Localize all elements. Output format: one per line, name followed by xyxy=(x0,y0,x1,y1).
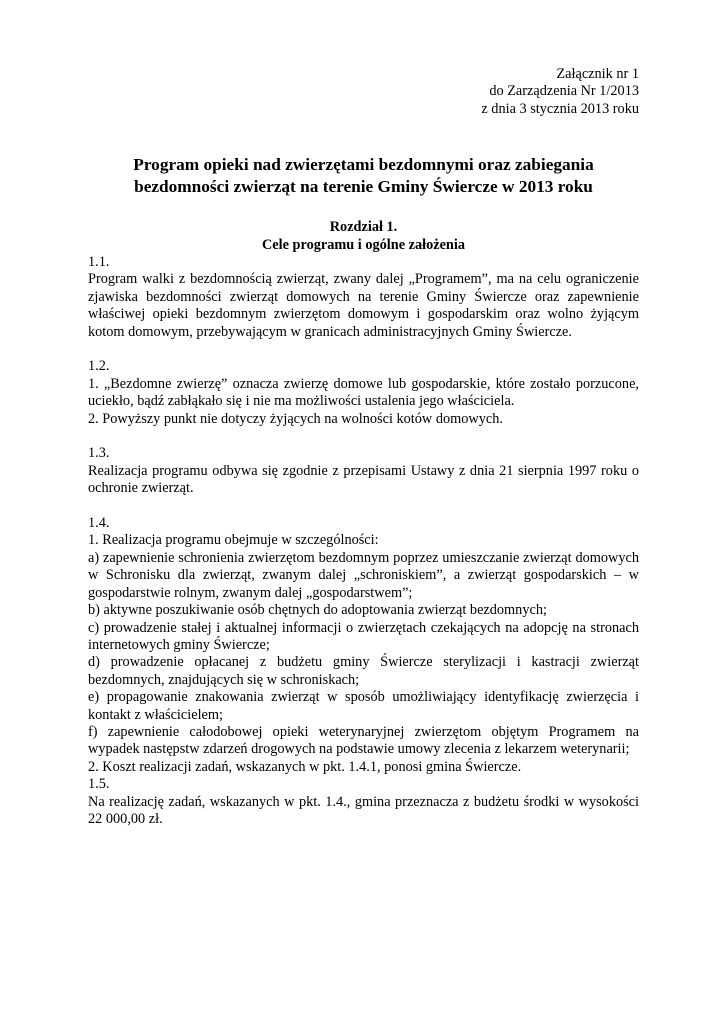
section-1-3-text: Realizacja programu odbywa się zgodnie z przepisami Ustawy z dnia 21 sierpnia 1997 roku o ochronie zwierząt. xyxy=(88,462,639,497)
section-1-4-number: 1.4. xyxy=(88,515,110,532)
section-1-5-number: 1.5. xyxy=(88,776,110,793)
document-title: Program opieki nad zwierzętami bezdomnymi oraz zabiegania bezdomności zwierząt na terenie Gminy Świercze w 2013 roku xyxy=(133,155,594,196)
section-1-2-point-2: 2. Powyższy punkt nie dotyczy żyjących na wolności kotów domowych. xyxy=(88,410,503,427)
section-1-4-item-f: f) zapewnienie całodobowej opieki weterynaryjnej zwierzętom objętym Programem na wypadek następstw zdarzeń drogowych na podstawie umowy zlecenia z lekarzem weterynarii; xyxy=(88,723,639,758)
section-1-1-number: 1.1. xyxy=(88,254,110,271)
section-1-4-item-a: a) zapewnienie schronienia zwierzętom bezdomnym poprzez umieszczanie zwierząt domowych w Schronisku dla zwierząt, zwanym dalej „schroniskiem”, a zwierząt gospodarskich – w gospodarstwie rolnym, zwanym dalej „gospodarstwem”; xyxy=(88,549,639,601)
section-1-4-item-e: e) propagowanie znakowania zwierząt w sposób umożliwiający identyfikację zwierzęcia i kontakt z właścicielem; xyxy=(88,689,639,723)
section-1-4-intro: 1. Realizacja programu obejmuje w szczególności: xyxy=(88,532,379,549)
chapter-number: Rozdział 1. xyxy=(329,219,398,236)
section-1-1-text: Program walki z bezdomnością zwierząt, zwany dalej „Programem”, ma na celu ograniczenie zjawiska bezdomności zwierząt domowych na terenie Gminy Świercze oraz zapewnienie właściwej opieki bezdomnym zwierzętom domowym i gospodarskim oraz wolno żyjącym kotom domowym, przebywającym w granicach administracyjnych Gminy Świercze. xyxy=(88,271,639,340)
section-1-4-item-d: d) prowadzenie opłacanej z budżetu gminy Świercze sterylizacji i kastracji zwierząt bezdomnych, znajdujących się w schroniskach; xyxy=(88,654,639,688)
section-1-4-point-2: 2. Koszt realizacji zadań, wskazanych w pkt. 1.4.1, ponosi gmina Świercze. xyxy=(88,758,522,775)
section-1-4-item-b: b) aktywne poszukiwanie osób chętnych do adoptowania zwierząt bezdomnych; xyxy=(88,602,547,619)
header-line-2: do Zarządzenia Nr 1/2013 xyxy=(489,83,639,100)
section-1-2-number: 1.2. xyxy=(88,358,110,375)
chapter-name: Cele programu i ogólne założenia xyxy=(261,236,466,253)
section-1-5-text: Na realizację zadań, wskazanych w pkt. 1.4., gmina przeznacza z budżetu środki w wysokości 22 000,00 zł. xyxy=(88,793,639,827)
header-line-1: Załącznik nr 1 xyxy=(556,66,639,82)
section-1-2-point-1: 1. „Bezdomne zwierzę” oznacza zwierzę domowe lub gospodarskie, które zostało porzucone, uciekło, bądź zabłąkało się i nie ma możliwości ustalenia jego właściciela. xyxy=(88,375,639,410)
section-1-3-number: 1.3. xyxy=(88,445,110,462)
section-1-4-item-c: c) prowadzenie stałej i aktualnej informacji o zwierzętach czekających na adopcję na stronach internetowych gminy Świercze; xyxy=(88,619,639,653)
document-page xyxy=(88,66,639,828)
attachment-header xyxy=(88,66,639,118)
header-line-3: z dnia 3 stycznia 2013 roku xyxy=(481,100,639,117)
